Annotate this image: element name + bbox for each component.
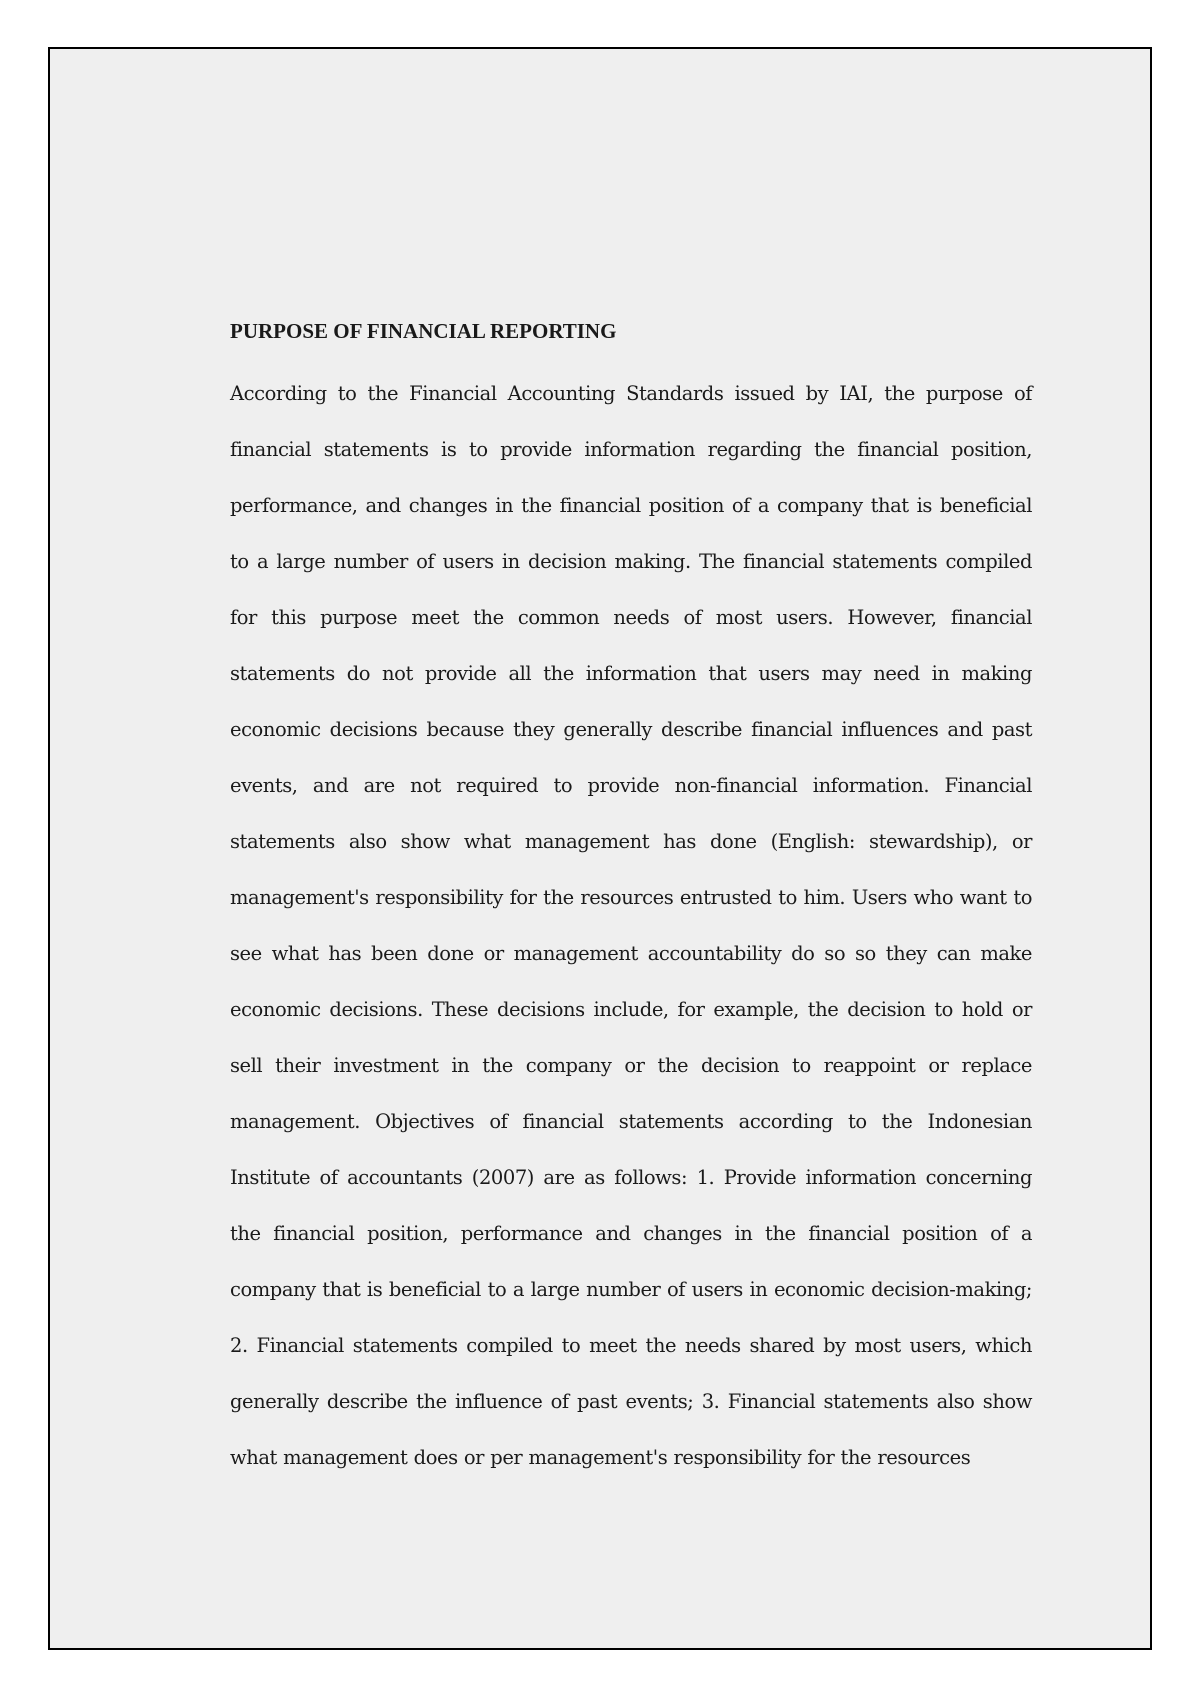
document-page bbox=[48, 47, 1152, 1650]
document-body-paragraph: According to the Financial Accounting Standards issued by IAI, the purpose of financial statements is to provide information regarding the financial position, performance, and changes in the financial position of a company that is beneficial to a large number of users in decision making. The financial statements compiled for this purpose meet the common needs of most users. However, financial statements do not provide all the information that users may need in making economic decisions because they generally describe financial influences and past events, and are not required to provide non-financial information. Financial statements also show what management has done (English: stewardship), or management's responsibility for the resources entrusted to him. Users who want to see what has been done or management accountability do so so they can make economic decisions. These decisions include, for example, the decision to hold or sell their investment in the company or the decision to reappoint or replace management. Objectives of financial statements according to the Indonesian Institute of accountants (2007) are as follows: 1. Provide information concerning the financial position, performance and changes in the financial position of a company that is beneficial to a large number of users in economic decision-making; 2. Financial statements compiled to meet the needs shared by most users, which generally describe the influence of past events; 3. Financial statements also show what management does or per management's responsibility for the resources bbox=[230, 382, 1032, 1470]
document-content bbox=[230, 319, 1032, 1486]
document-heading: PURPOSE OF FINANCIAL REPORTING bbox=[230, 319, 617, 343]
